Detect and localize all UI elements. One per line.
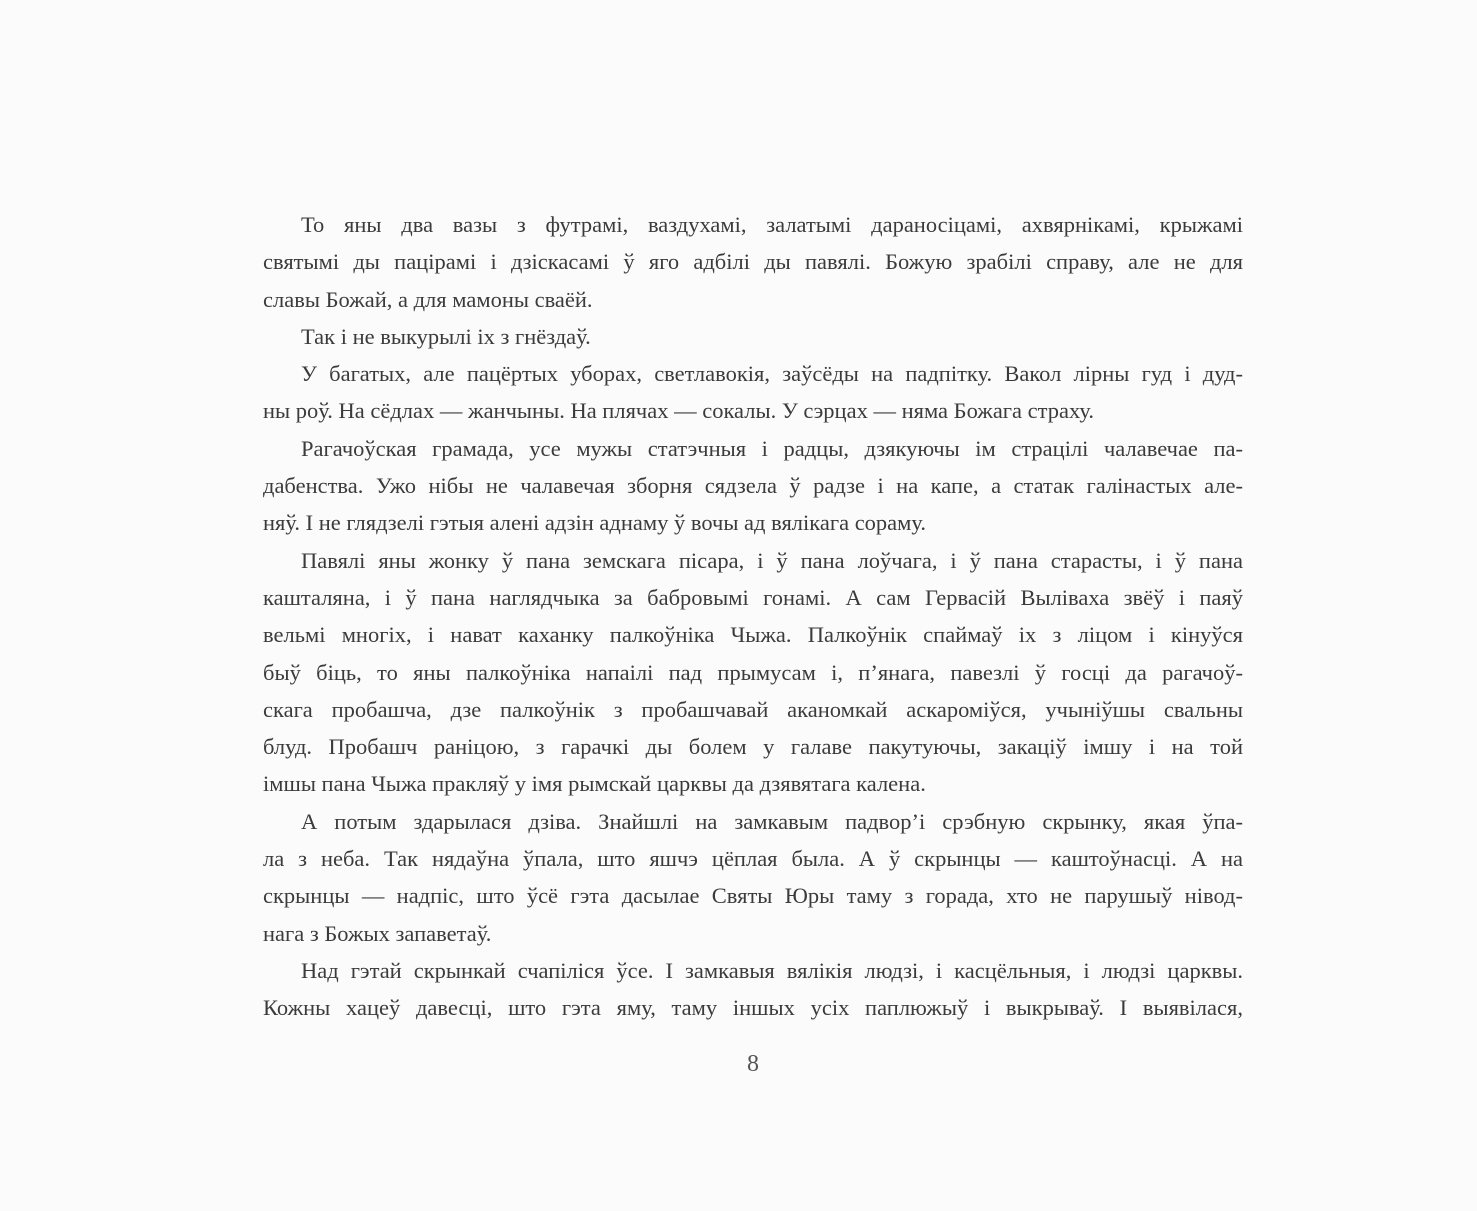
paragraph [263,206,1243,318]
paragraph [263,355,1243,430]
text-line: ла з неба. Так нядаўна ўпала, што яшчэ цёплая была. А ў скрынцы — каштоўнасці. А на [263,846,1243,872]
text-line: А потым здарылася дзіва. Знайшлі на замкавым падвор’і срэбную скрынку, якая ўпа- [301,808,1243,834]
text-line: дабенства. Ужо нібы не чалавечая зборня сядзела ў радзе і на капе, а статак галінастых але- [263,473,1243,499]
text-line: славы Божай, а для мамоны сваёй. [263,286,593,312]
text-line: Кожны хацеў давесці, што гэта яму, таму іншых усіх паплюжыў і выкрываў. І выявілася, [263,995,1243,1021]
page-number: 8 [747,1051,759,1077]
text-line: блуд. Пробашч раніцою, з гарачкі ды болем у галаве пакутуючы, закаціў імшу і на той [263,734,1243,760]
text-line: Павялі яны жонку ў пана земскага пісара, і ў пана лоўчага, і ў пана старасты, і ў пана [301,547,1243,573]
text-line: скрынцы — надпіс, што ўсё гэта дасылае Святы Юры таму з горада, хто не парушыў нівод- [263,883,1243,909]
paragraph [263,318,1243,355]
text-line: нага з Божых запаветаў. [263,920,492,946]
text-line: быў біць, то яны палкоўніка напаілі пад прымусам і, п’янага, павезлі ў госці да рагачоў- [263,659,1243,685]
text-line: Так і не выкурылі іх з гнёздаў. [301,323,591,349]
text-line: вельмі многіх, і нават каханку палкоўніка Чыжа. Палкоўнік спаймаў іх з ліцом і кінуўся [263,622,1243,648]
text-line: ны роў. На сёдлах — жанчыны. На плячах — сокалы. У сэрцах — няма Божага страху. [263,398,1094,424]
text-line: скага пробашча, дзе палкоўнік з пробашчавай аканомкай аскароміўся, учыніўшы свальны [263,696,1243,722]
text-line: Над гэтай скрынкай счапіліся ўсе. І замкавыя вялікія людзі, і касцёльныя, і людзі царквы. [301,957,1243,983]
text-line: То яны два вазы з футрамі, ваздухамі, залатымі дараносіцамі, ахвярнікамі, крыжамі [301,212,1243,237]
text-line: кашталяна, і ў пана наглядчыка за бабровымі гонамі. А сам Гервасій Выліваха звёў і паяў [263,584,1243,610]
paragraph [263,430,1243,542]
text-line: імшы пана Чыжа пракляў у імя рымскай царквы да дзявятага калена. [263,771,926,797]
text-line: няў. І не глядзелі гэтыя алені адзін аднаму ў вочы ад вялікага сораму. [263,510,927,536]
text-line: У багатых, але пацёртых уборах, светлавокія, заўсёды на падпітку. Вакол лірны гуд і дуд- [301,361,1243,387]
page-text-block [263,206,1243,1027]
paragraph [263,803,1243,952]
text-line: святымі ды пацірамі і дзіскасамі ў яго адбілі ды павялі. Божую зрабілі справу, але не для [263,249,1243,275]
text-line: Рагачоўская грамада, усе мужы статэчныя і радцы, дзякуючы ім страцілі чалавечае па- [301,435,1243,461]
paragraph [263,542,1243,803]
paragraph [263,952,1243,1027]
